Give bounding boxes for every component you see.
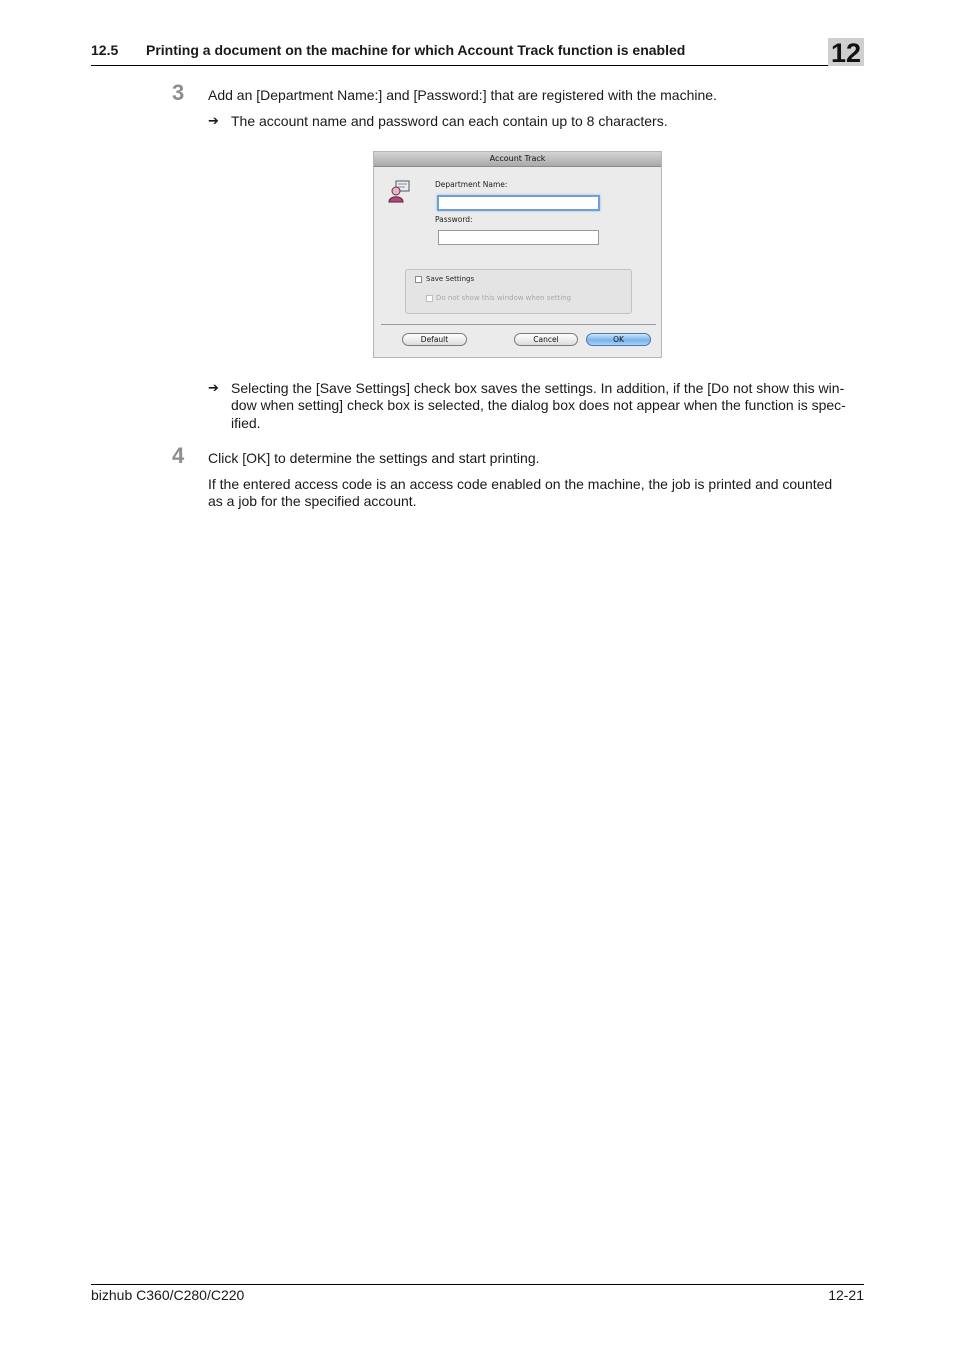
default-button[interactable]: Default	[402, 333, 467, 346]
step-3-number: 3	[172, 80, 185, 105]
save-settings-checkbox[interactable]	[415, 276, 422, 283]
dialog-title: Account Track	[374, 152, 661, 167]
password-input[interactable]	[438, 230, 599, 245]
account-user-icon	[387, 180, 411, 204]
department-name-label: Department Name:	[435, 180, 508, 189]
save-settings-label: Save Settings	[426, 275, 475, 283]
footer-rule	[91, 1284, 864, 1285]
section-title: Printing a document on the machine for which Account Track function is enabled	[146, 42, 686, 58]
password-label: Password:	[435, 215, 473, 224]
footer-product: bizhub C360/C280/C220	[91, 1287, 245, 1303]
footer-page-number: 12-21	[828, 1287, 864, 1303]
do-not-show-checkbox[interactable]	[426, 295, 433, 302]
step-4-text: Click [OK] to determine the settings and start printing.	[208, 450, 540, 466]
dialog-separator	[381, 324, 656, 325]
step-4-number: 4	[172, 443, 185, 468]
chapter-number: 12	[828, 38, 864, 66]
department-name-input[interactable]	[437, 195, 600, 211]
ok-button[interactable]: OK	[586, 333, 651, 346]
step-3-text: Add an [Department Name:] and [Password:] that are registered with the machine.	[208, 87, 717, 103]
section-number: 12.5	[91, 42, 119, 58]
step-3-note-1: The account name and password can each contain up to 8 characters.	[231, 113, 668, 129]
step-3-note-2-line-3: ified.	[231, 415, 261, 431]
account-track-dialog	[373, 151, 662, 358]
arrow-icon: ➔	[208, 113, 219, 128]
cancel-button[interactable]: Cancel	[514, 333, 578, 346]
arrow-icon: ➔	[208, 380, 219, 395]
header-rule	[91, 65, 864, 66]
step-3-note-2-line-1: Selecting the [Save Settings] check box saves the settings. In addition, if the [Do not show this win-	[231, 380, 845, 396]
step-4-paragraph-line-1: If the entered access code is an access code enabled on the machine, the job is printed and counted	[208, 476, 833, 492]
do-not-show-label: Do not show this window when setting	[436, 294, 572, 302]
save-settings-group	[405, 269, 632, 314]
step-4-paragraph-line-2: as a job for the specified account.	[208, 493, 417, 509]
step-3-note-2-line-2: dow when setting] check box is selected, the dialog box does not appear when the function is spec-	[231, 397, 846, 413]
